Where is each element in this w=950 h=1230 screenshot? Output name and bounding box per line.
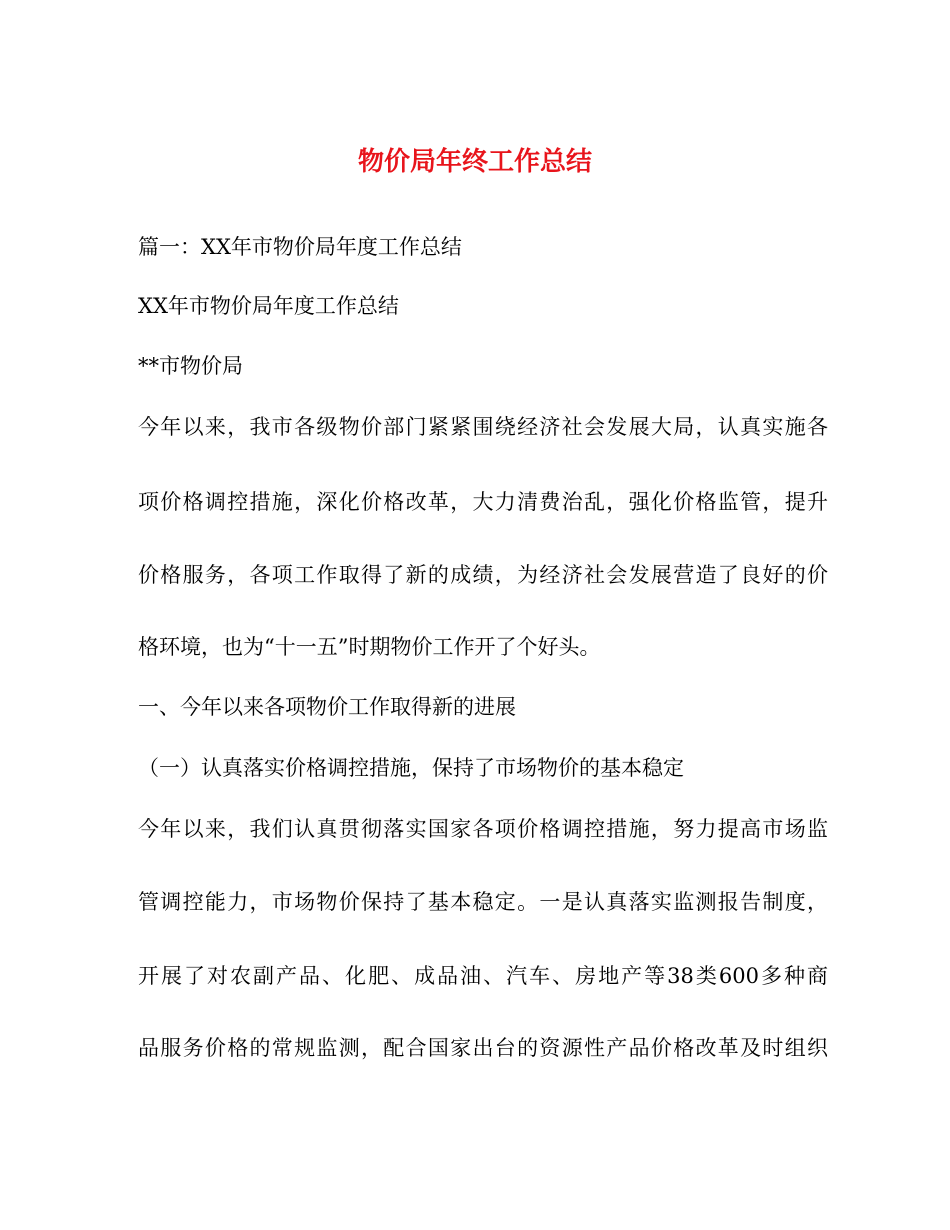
document-title: 物价局年终工作总结 xyxy=(357,147,592,177)
section-heading: 一、今年以来各项物价工作取得新的进展 xyxy=(138,695,516,719)
subsection-heading: （一）认真落实价格调控措施，保持了市场物价的基本稳定 xyxy=(138,756,684,780)
paragraph-line: 今年以来，我们认真贯彻落实国家各项价格调控措施，努力提高市场监 xyxy=(138,817,828,841)
paragraph-line: 开展了对农副产品、化肥、成品油、汽车、房地产等38类600多种商 xyxy=(138,964,828,988)
paragraph-line: 管调控能力，市场物价保持了基本稳定。一是认真落实监测报告制度， xyxy=(138,890,828,914)
paragraph-line: 品服务价格的常规监测，配合国家出台的资源性产品价格改革及时组织 xyxy=(138,1036,828,1060)
heading-part-one: 篇一：XX年市物价局年度工作总结 xyxy=(138,235,462,259)
author-organization: **市物价局 xyxy=(138,354,243,378)
paragraph-line: 今年以来，我市各级物价部门紧紧围绕经济社会发展大局，认真实施各 xyxy=(138,415,828,439)
report-title: XX年市物价局年度工作总结 xyxy=(138,294,399,318)
paragraph-line: 项价格调控措施，深化价格改革，大力清费治乱，强化价格监管，提升 xyxy=(138,490,828,514)
paragraph-line: 格环境，也为“十一五”时期物价工作开了个好头。 xyxy=(138,635,601,659)
paragraph-line: 价格服务，各项工作取得了新的成绩，为经济社会发展营造了良好的价 xyxy=(138,563,828,587)
